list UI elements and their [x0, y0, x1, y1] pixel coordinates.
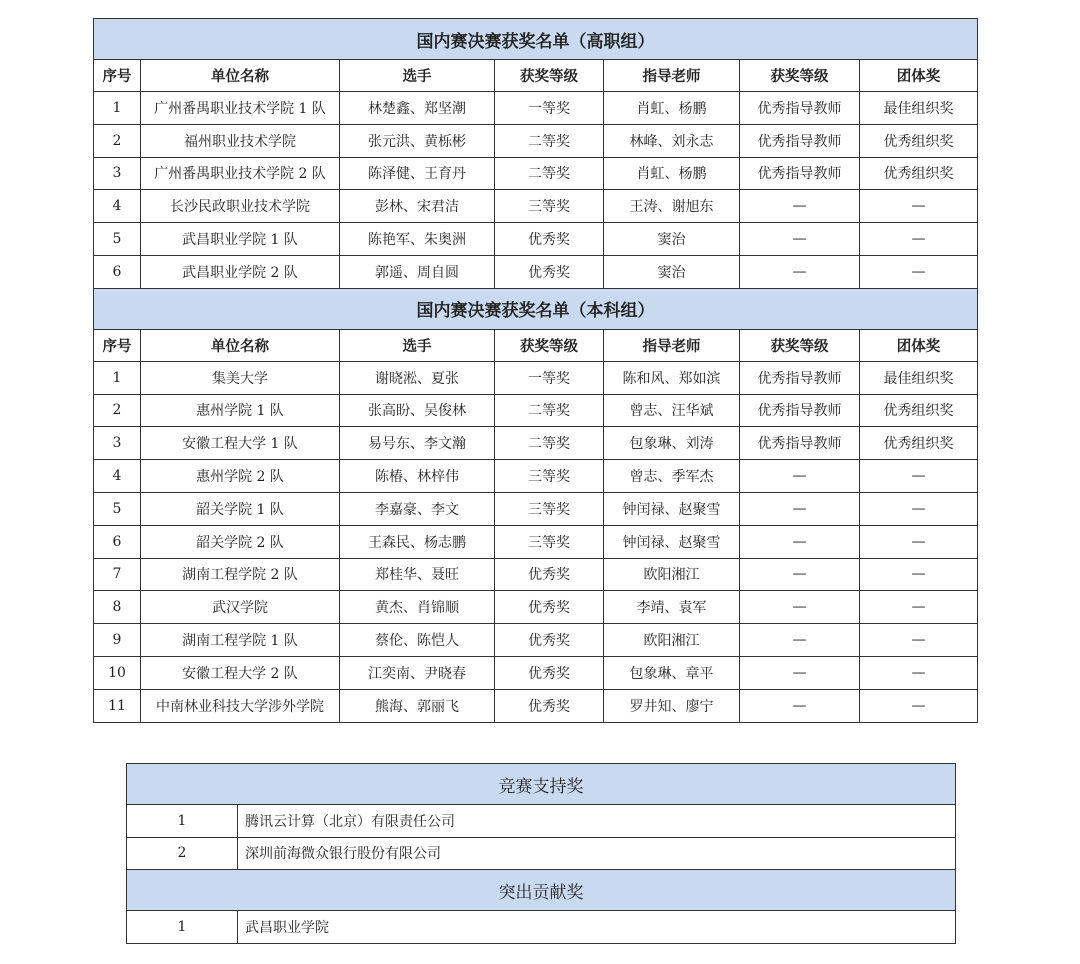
table-row — [94, 591, 978, 624]
team-award-cell: — — [860, 255, 978, 288]
instructor-award-cell: 优秀指导教师 — [740, 124, 860, 157]
contestant-cell: 张元洪、黄栎彬 — [340, 124, 495, 157]
award-level-cell: 一等奖 — [495, 361, 604, 394]
team-award-cell: — — [860, 223, 978, 256]
column-header: 单位名称 — [141, 329, 340, 361]
index-cell: 1 — [127, 805, 238, 838]
instructor-cell: 包象琳、章平 — [604, 656, 740, 689]
contestant-cell: 熊海、郭丽飞 — [340, 689, 495, 722]
team-award-cell: — — [860, 624, 978, 657]
instructor-cell: 钟闰禄、赵聚雪 — [604, 525, 740, 558]
index-cell: 3 — [94, 157, 141, 190]
instructor-award-cell: 优秀指导教师 — [740, 92, 860, 125]
organization-name-cell: 腾讯云计算（北京）有限责任公司 — [238, 805, 956, 838]
contestant-cell: 蔡伦、陈恺人 — [340, 624, 495, 657]
table-row — [94, 92, 978, 125]
team-award-cell: 优秀组织奖 — [860, 427, 978, 460]
award-level-cell: 优秀奖 — [495, 223, 604, 256]
team-award-cell: 优秀组织奖 — [860, 157, 978, 190]
unit-name-cell: 韶关学院 2 队 — [141, 525, 340, 558]
award-level-cell: 优秀奖 — [495, 656, 604, 689]
index-cell: 9 — [94, 624, 141, 657]
unit-name-cell: 集美大学 — [141, 361, 340, 394]
instructor-award-cell: 优秀指导教师 — [740, 427, 860, 460]
index-cell: 2 — [127, 837, 238, 870]
table-row — [94, 394, 978, 427]
contestant-cell: 李嘉豪、李文 — [340, 492, 495, 525]
team-award-cell: — — [860, 190, 978, 223]
instructor-cell: 窦治 — [604, 223, 740, 256]
index-cell: 2 — [94, 124, 141, 157]
award-level-cell: 二等奖 — [495, 394, 604, 427]
table-row — [94, 255, 978, 288]
instructor-cell: 曾志、季军杰 — [604, 460, 740, 493]
instructor-award-cell: — — [740, 223, 860, 256]
instructor-cell: 林峰、刘永志 — [604, 124, 740, 157]
instructor-cell: 肖虹、杨鹏 — [604, 92, 740, 125]
instructor-cell: 王涛、谢旭东 — [604, 190, 740, 223]
table-row — [127, 805, 956, 838]
column-header: 序号 — [94, 329, 141, 361]
section-title-row — [94, 19, 978, 60]
instructor-cell: 肖虹、杨鹏 — [604, 157, 740, 190]
index-cell: 11 — [94, 689, 141, 722]
unit-name-cell: 中南林业科技大学涉外学院 — [141, 689, 340, 722]
award-level-cell: 三等奖 — [495, 460, 604, 493]
table-row — [94, 361, 978, 394]
instructor-cell: 陈和风、郑如滨 — [604, 361, 740, 394]
award-list-table — [93, 18, 978, 723]
organization-name-cell: 武昌职业学院 — [238, 911, 956, 944]
instructor-award-cell: 优秀指导教师 — [740, 361, 860, 394]
unit-name-cell: 广州番禺职业技术学院 1 队 — [141, 92, 340, 125]
instructor-award-cell: — — [740, 624, 860, 657]
award-level-cell: 三等奖 — [495, 492, 604, 525]
award-level-cell: 一等奖 — [495, 92, 604, 125]
table-row — [94, 124, 978, 157]
contestant-cell: 王森民、杨志鹏 — [340, 525, 495, 558]
table-row — [94, 656, 978, 689]
column-header: 选手 — [340, 329, 495, 361]
index-cell: 4 — [94, 460, 141, 493]
contestant-cell: 郑桂华、聂旺 — [340, 558, 495, 591]
table-row — [94, 427, 978, 460]
unit-name-cell: 武昌职业学院 2 队 — [141, 255, 340, 288]
special-awards-table — [126, 763, 956, 944]
index-cell: 1 — [127, 911, 238, 944]
special-award-title: 突出贡献奖 — [127, 870, 956, 911]
section-title: 国内赛决赛获奖名单（高职组） — [94, 19, 978, 60]
column-header: 获奖等级 — [740, 329, 860, 361]
instructor-award-cell: — — [740, 255, 860, 288]
column-header: 序号 — [94, 60, 141, 92]
unit-name-cell: 湖南工程学院 1 队 — [141, 624, 340, 657]
index-cell: 6 — [94, 525, 141, 558]
unit-name-cell: 武汉学院 — [141, 591, 340, 624]
instructor-award-cell: — — [740, 190, 860, 223]
index-cell: 3 — [94, 427, 141, 460]
table-row — [94, 558, 978, 591]
contestant-cell: 林楚鑫、郑坚潮 — [340, 92, 495, 125]
instructor-cell: 罗井知、廖宁 — [604, 689, 740, 722]
index-cell: 4 — [94, 190, 141, 223]
table-row — [94, 624, 978, 657]
table-row — [94, 525, 978, 558]
contestant-cell: 陈艳军、朱奥洲 — [340, 223, 495, 256]
table-row — [94, 492, 978, 525]
award-level-cell: 优秀奖 — [495, 558, 604, 591]
index-cell: 5 — [94, 223, 141, 256]
index-cell: 7 — [94, 558, 141, 591]
instructor-award-cell: — — [740, 460, 860, 493]
contestant-cell: 黄杰、肖锦顺 — [340, 591, 495, 624]
index-cell: 2 — [94, 394, 141, 427]
team-award-cell: 优秀组织奖 — [860, 124, 978, 157]
team-award-cell: 最佳组织奖 — [860, 92, 978, 125]
header-row — [94, 60, 978, 92]
instructor-cell: 窦治 — [604, 255, 740, 288]
contestant-cell: 陈椿、林梓伟 — [340, 460, 495, 493]
table-row — [127, 837, 956, 870]
contestant-cell: 郭遥、周自圆 — [340, 255, 495, 288]
team-award-cell: — — [860, 689, 978, 722]
special-award-title: 竞赛支持奖 — [127, 764, 956, 805]
column-header: 指导老师 — [604, 329, 740, 361]
contestant-cell: 张高盼、吴俊林 — [340, 394, 495, 427]
unit-name-cell: 惠州学院 2 队 — [141, 460, 340, 493]
table-row — [94, 460, 978, 493]
column-header: 获奖等级 — [495, 329, 604, 361]
team-award-cell: — — [860, 460, 978, 493]
unit-name-cell: 安徽工程大学 2 队 — [141, 656, 340, 689]
column-header: 获奖等级 — [740, 60, 860, 92]
contestant-cell: 江奕南、尹晓春 — [340, 656, 495, 689]
team-award-cell: 优秀组织奖 — [860, 394, 978, 427]
team-award-cell: 最佳组织奖 — [860, 361, 978, 394]
column-header: 指导老师 — [604, 60, 740, 92]
instructor-award-cell: — — [740, 525, 860, 558]
header-row — [94, 329, 978, 361]
unit-name-cell: 安徽工程大学 1 队 — [141, 427, 340, 460]
instructor-cell: 包象琳、刘涛 — [604, 427, 740, 460]
index-cell: 1 — [94, 361, 141, 394]
column-header: 选手 — [340, 60, 495, 92]
index-cell: 5 — [94, 492, 141, 525]
unit-name-cell: 广州番禺职业技术学院 2 队 — [141, 157, 340, 190]
instructor-cell: 欧阳湘江 — [604, 624, 740, 657]
team-award-cell: — — [860, 492, 978, 525]
instructor-award-cell: — — [740, 689, 860, 722]
instructor-award-cell: 优秀指导教师 — [740, 157, 860, 190]
column-header: 团体奖 — [860, 329, 978, 361]
award-level-cell: 二等奖 — [495, 124, 604, 157]
index-cell: 6 — [94, 255, 141, 288]
unit-name-cell: 韶关学院 1 队 — [141, 492, 340, 525]
index-cell: 1 — [94, 92, 141, 125]
table-row — [94, 190, 978, 223]
unit-name-cell: 福州职业技术学院 — [141, 124, 340, 157]
instructor-award-cell: — — [740, 558, 860, 591]
unit-name-cell: 武昌职业学院 1 队 — [141, 223, 340, 256]
organization-name-cell: 深圳前海微众银行股份有限公司 — [238, 837, 956, 870]
section-title: 国内赛决赛获奖名单（本科组） — [94, 288, 978, 329]
unit-name-cell: 湖南工程学院 2 队 — [141, 558, 340, 591]
special-award-title-row — [127, 764, 956, 805]
instructor-award-cell: — — [740, 656, 860, 689]
column-header: 团体奖 — [860, 60, 978, 92]
column-header: 获奖等级 — [495, 60, 604, 92]
instructor-award-cell: 优秀指导教师 — [740, 394, 860, 427]
instructor-cell: 曾志、汪华斌 — [604, 394, 740, 427]
award-level-cell: 优秀奖 — [495, 689, 604, 722]
table-row — [94, 157, 978, 190]
instructor-cell: 李靖、袁军 — [604, 591, 740, 624]
instructor-cell: 钟闰禄、赵聚雪 — [604, 492, 740, 525]
award-level-cell: 三等奖 — [495, 525, 604, 558]
team-award-cell: — — [860, 656, 978, 689]
team-award-cell: — — [860, 525, 978, 558]
section-title-row — [94, 288, 978, 329]
team-award-cell: — — [860, 591, 978, 624]
contestant-cell: 彭林、宋君洁 — [340, 190, 495, 223]
instructor-award-cell: — — [740, 591, 860, 624]
table-row — [94, 223, 978, 256]
index-cell: 8 — [94, 591, 141, 624]
column-header: 单位名称 — [141, 60, 340, 92]
award-level-cell: 二等奖 — [495, 427, 604, 460]
contestant-cell: 易号东、李文瀚 — [340, 427, 495, 460]
team-award-cell: — — [860, 558, 978, 591]
award-level-cell: 优秀奖 — [495, 255, 604, 288]
instructor-cell: 欧阳湘江 — [604, 558, 740, 591]
award-level-cell: 优秀奖 — [495, 624, 604, 657]
special-award-title-row — [127, 870, 956, 911]
award-level-cell: 优秀奖 — [495, 591, 604, 624]
table-row — [127, 911, 956, 944]
unit-name-cell: 长沙民政职业技术学院 — [141, 190, 340, 223]
unit-name-cell: 惠州学院 1 队 — [141, 394, 340, 427]
contestant-cell: 陈泽健、王育丹 — [340, 157, 495, 190]
table-row — [94, 689, 978, 722]
award-level-cell: 三等奖 — [495, 190, 604, 223]
index-cell: 10 — [94, 656, 141, 689]
instructor-award-cell: — — [740, 492, 860, 525]
contestant-cell: 谢晓淞、夏张 — [340, 361, 495, 394]
award-level-cell: 二等奖 — [495, 157, 604, 190]
